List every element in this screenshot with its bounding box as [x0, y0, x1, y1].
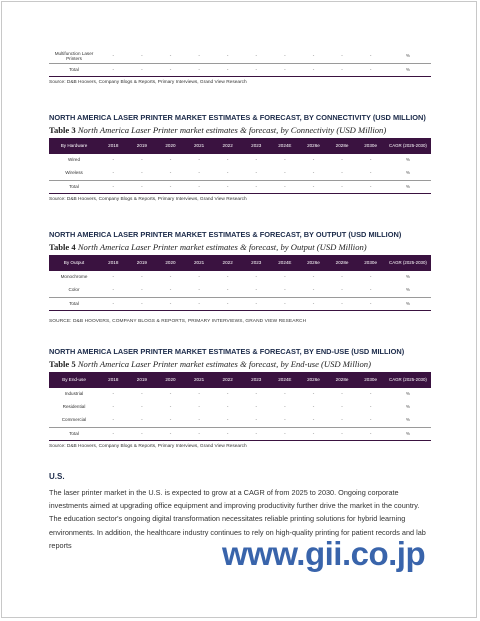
data-cell: -: [198, 404, 200, 410]
header-cell: 2024E: [271, 138, 300, 154]
data-cell: -: [255, 391, 258, 397]
table-row: [49, 284, 431, 298]
cagr-cell: %: [385, 181, 431, 194]
data-cell: -: [169, 157, 172, 163]
top-table-body: [49, 50, 431, 77]
data-cell: -: [141, 53, 143, 59]
header-cell: 2030e: [356, 138, 385, 154]
row-label: Monochrome: [60, 274, 88, 280]
row-label: Commercial: [61, 417, 87, 423]
table-body: [49, 388, 431, 441]
header-cell: By Output: [49, 255, 99, 271]
data-cell: -: [169, 404, 172, 410]
header-cell: 2020: [156, 372, 185, 388]
data-cell: -: [312, 287, 315, 293]
table-source: Source: D&B Hoovers, Company Blogs & Reports, Primary Interviews, Grand View Research: [49, 197, 247, 202]
data-cell: -: [99, 64, 128, 77]
watermark-logo: www.gii.co.jp: [222, 535, 426, 572]
data-cell: -: [226, 157, 229, 163]
data-cell: -: [312, 391, 315, 397]
header-cell: 2024E: [271, 255, 300, 271]
data-cell: -: [185, 64, 214, 77]
data-cell: -: [185, 428, 214, 441]
data-cell: -: [341, 53, 343, 59]
data-cell: -: [328, 181, 357, 194]
header-cell: 2026e: [299, 138, 328, 154]
data-cell: -: [213, 64, 242, 77]
row-label: Total: [49, 428, 99, 441]
connectivity-table: [49, 138, 431, 194]
header-cell: 2019: [128, 255, 157, 271]
data-cell: -: [141, 391, 143, 397]
data-cell: -: [198, 53, 200, 59]
data-cell: -: [185, 298, 214, 311]
table-body: [49, 154, 431, 194]
header-cell: 2018: [99, 138, 128, 154]
table-row: [49, 414, 431, 428]
header-cell: 2019: [128, 138, 157, 154]
data-cell: -: [128, 428, 157, 441]
table-title: [49, 242, 431, 252]
data-cell: -: [226, 404, 229, 410]
data-cell: -: [226, 170, 229, 176]
cagr-cell: %: [405, 53, 411, 59]
table-row: [49, 298, 431, 311]
data-cell: -: [284, 157, 286, 163]
section-title: NORTH AMERICA LASER PRINTER MARKET ESTIMATES & FORECAST, BY END-USE (USD MILLION): [49, 347, 405, 356]
data-cell: -: [369, 417, 372, 423]
header-cell: 2020: [156, 255, 185, 271]
table-source: Source: D&B Hoovers, Company Blogs & Reports, Primary Interviews, Grand View Research: [49, 444, 247, 449]
data-cell: -: [156, 64, 185, 77]
table-row: [49, 64, 431, 77]
data-cell: -: [226, 274, 229, 280]
table-title: [49, 359, 431, 369]
header-cell: 2018: [99, 372, 128, 388]
header-cell: 2030e: [356, 255, 385, 271]
data-cell: -: [369, 170, 372, 176]
data-cell: -: [112, 157, 115, 163]
data-cell: -: [312, 157, 315, 163]
row-label: Color: [68, 287, 80, 293]
data-cell: -: [198, 417, 200, 423]
header-cell: 2023: [242, 138, 271, 154]
table-row: [49, 181, 431, 194]
header-cell: 2022: [213, 372, 242, 388]
data-cell: -: [156, 181, 185, 194]
data-cell: -: [156, 428, 185, 441]
data-cell: -: [141, 404, 143, 410]
header-cell: CAGR (2025-2030): [385, 255, 431, 271]
data-cell: -: [213, 298, 242, 311]
cagr-cell: %: [405, 417, 411, 423]
header-cell: CAGR (2025-2030): [385, 372, 431, 388]
row-label: Total: [49, 298, 99, 311]
data-cell: -: [128, 298, 157, 311]
data-cell: -: [299, 428, 328, 441]
data-cell: -: [255, 157, 258, 163]
data-cell: -: [341, 274, 343, 280]
header-cell: 2021: [185, 372, 214, 388]
table-label: Table 4: [49, 242, 76, 252]
data-cell: -: [299, 181, 328, 194]
table-row: [49, 50, 431, 64]
data-cell: -: [198, 274, 200, 280]
data-cell: -: [242, 64, 271, 77]
table-row: [49, 428, 431, 441]
data-cell: -: [169, 287, 172, 293]
data-cell: -: [356, 181, 385, 194]
data-cell: -: [141, 287, 143, 293]
header-cell: 2020: [156, 138, 185, 154]
table-caption: North America Laser Printer market estimates & forecast, by End-use (USD Million): [77, 359, 371, 369]
row-label: Total: [49, 181, 99, 194]
data-cell: -: [284, 404, 286, 410]
data-cell: -: [169, 53, 172, 59]
data-cell: -: [112, 287, 115, 293]
data-cell: -: [99, 298, 128, 311]
us-heading: U.S.: [49, 472, 65, 481]
data-cell: -: [255, 287, 258, 293]
table-label: Table 5: [49, 359, 76, 369]
header-cell: 2022: [213, 138, 242, 154]
row-label: Wired: [68, 157, 80, 163]
data-cell: -: [299, 64, 328, 77]
data-cell: -: [312, 274, 315, 280]
header-cell: 2023: [242, 372, 271, 388]
table-row: [49, 167, 431, 181]
section-title: NORTH AMERICA LASER PRINTER MARKET ESTIMATES & FORECAST, BY OUTPUT (USD MILLION): [49, 230, 402, 239]
table-header-row: [49, 372, 431, 388]
data-cell: -: [271, 298, 300, 311]
data-cell: -: [213, 181, 242, 194]
table-body: [49, 271, 431, 311]
data-cell: -: [312, 404, 315, 410]
data-cell: -: [112, 404, 115, 410]
header-cell: 2021: [185, 255, 214, 271]
enduse-section: [49, 347, 431, 449]
data-cell: -: [255, 417, 258, 423]
cagr-cell: %: [405, 170, 411, 176]
header-cell: 2022: [213, 255, 242, 271]
data-cell: -: [356, 64, 385, 77]
data-cell: -: [284, 53, 286, 59]
table-label: Table 3: [49, 125, 76, 135]
header-cell: By End-use: [49, 372, 99, 388]
data-cell: -: [341, 391, 343, 397]
data-cell: -: [328, 428, 357, 441]
cagr-cell: %: [405, 157, 411, 163]
data-cell: -: [198, 157, 200, 163]
data-cell: -: [226, 391, 229, 397]
table-row: [49, 388, 431, 401]
data-cell: -: [112, 170, 115, 176]
cagr-cell: %: [385, 428, 431, 441]
header-cell: 2019: [128, 372, 157, 388]
data-cell: -: [341, 157, 343, 163]
row-label: Residential: [62, 404, 86, 410]
header-cell: 2028e: [328, 138, 357, 154]
data-cell: -: [169, 274, 172, 280]
cagr-cell: %: [405, 404, 411, 410]
top-table: [49, 50, 431, 77]
data-cell: -: [271, 181, 300, 194]
top-table-section: [49, 50, 431, 85]
table-header-row: [49, 138, 431, 154]
data-cell: -: [255, 404, 258, 410]
data-cell: -: [255, 170, 258, 176]
top-table-source: Source: D&B Hoovers, Company Blogs & Reports, Primary Interviews, Grand View Research: [49, 80, 247, 85]
data-cell: -: [299, 298, 328, 311]
us-paragraph: The laser printer market in the U.S. is expected to grow at a CAGR of from 2025 to 2030. Ongoing corporate investments aimed at upgrading office equipment and improving productivity further drive the market in the country. The education sector's ongoing digital transformation necessitates reliable printing solutions for hybrid learning environments. In addition, the healthcare industry continues to rely on high-quality printing for patient records and lab reports: [49, 488, 426, 550]
enduse-table: [49, 372, 431, 441]
data-cell: -: [242, 181, 271, 194]
data-cell: -: [213, 428, 242, 441]
data-cell: -: [312, 53, 315, 59]
data-cell: -: [341, 287, 343, 293]
data-cell: -: [271, 428, 300, 441]
table-title: [49, 125, 431, 135]
data-cell: -: [341, 417, 343, 423]
section-title: NORTH AMERICA LASER PRINTER MARKET ESTIMATES & FORECAST, BY CONNECTIVITY (USD MILLION): [49, 113, 426, 122]
data-cell: -: [284, 417, 286, 423]
header-cell: 2028e: [328, 255, 357, 271]
table-source: SOURCE: D&B HOOVERS, COMPANY BLOGS & REPORTS, PRIMARY INTERVIEWS, GRAND VIEW RESEARCH: [49, 319, 307, 324]
data-cell: -: [198, 287, 200, 293]
data-cell: -: [99, 428, 128, 441]
data-cell: -: [226, 53, 229, 59]
data-cell: -: [369, 53, 372, 59]
table-header-row: [49, 255, 431, 271]
data-cell: -: [141, 157, 143, 163]
header-cell: 2026e: [299, 255, 328, 271]
data-cell: -: [242, 428, 271, 441]
data-cell: -: [169, 417, 172, 423]
header-cell: 2030e: [356, 372, 385, 388]
output-table: [49, 255, 431, 311]
data-cell: -: [242, 298, 271, 311]
data-cell: -: [341, 404, 343, 410]
data-cell: -: [328, 64, 357, 77]
data-cell: -: [369, 404, 372, 410]
header-cell: CAGR (2025-2030): [385, 138, 431, 154]
data-cell: -: [284, 170, 286, 176]
header-cell: 2026e: [299, 372, 328, 388]
data-cell: -: [112, 274, 115, 280]
data-cell: -: [369, 391, 372, 397]
data-cell: -: [112, 417, 115, 423]
data-cell: -: [198, 391, 200, 397]
cagr-cell: %: [405, 391, 411, 397]
row-label: Multifunction Laser Printers: [54, 50, 94, 61]
header-cell: 2024E: [271, 372, 300, 388]
data-cell: -: [141, 274, 143, 280]
data-cell: -: [284, 391, 286, 397]
cagr-cell: %: [405, 287, 411, 293]
table-caption: North America Laser Printer market estimates & forecast, by Output (USD Million): [77, 242, 367, 252]
data-cell: -: [312, 170, 315, 176]
header-cell: 2023: [242, 255, 271, 271]
table-caption: North America Laser Printer market estimates & forecast, by Connectivity (USD Million): [77, 125, 387, 135]
data-cell: -: [226, 417, 229, 423]
output-section: [49, 230, 431, 324]
table-row: [49, 271, 431, 284]
data-cell: -: [312, 417, 315, 423]
cagr-cell: %: [385, 64, 431, 77]
data-cell: -: [141, 417, 143, 423]
data-cell: -: [198, 170, 200, 176]
data-cell: -: [284, 274, 286, 280]
data-cell: -: [112, 391, 115, 397]
connectivity-section: [49, 113, 431, 202]
data-cell: -: [169, 391, 172, 397]
data-cell: -: [112, 53, 115, 59]
data-cell: -: [341, 170, 343, 176]
header-cell: 2021: [185, 138, 214, 154]
header-cell: 2018: [99, 255, 128, 271]
data-cell: -: [185, 181, 214, 194]
header-cell: By Hardware: [49, 138, 99, 154]
data-cell: -: [369, 274, 372, 280]
table-row: [49, 154, 431, 167]
data-cell: -: [226, 287, 229, 293]
data-cell: -: [369, 157, 372, 163]
row-label: Industrial: [64, 391, 84, 397]
data-cell: -: [369, 287, 372, 293]
data-cell: -: [169, 170, 172, 176]
data-cell: -: [255, 53, 258, 59]
row-label: Total: [49, 64, 99, 77]
cagr-cell: %: [385, 298, 431, 311]
data-cell: -: [328, 298, 357, 311]
data-cell: -: [356, 428, 385, 441]
data-cell: -: [284, 287, 286, 293]
data-cell: -: [255, 274, 258, 280]
data-cell: -: [99, 181, 128, 194]
table-row: [49, 401, 431, 414]
data-cell: -: [128, 181, 157, 194]
data-cell: -: [271, 64, 300, 77]
data-cell: -: [128, 64, 157, 77]
cagr-cell: %: [405, 274, 411, 280]
header-cell: 2028e: [328, 372, 357, 388]
row-label: Wireless: [65, 170, 83, 176]
data-cell: -: [141, 170, 143, 176]
data-cell: -: [356, 298, 385, 311]
data-cell: -: [156, 298, 185, 311]
